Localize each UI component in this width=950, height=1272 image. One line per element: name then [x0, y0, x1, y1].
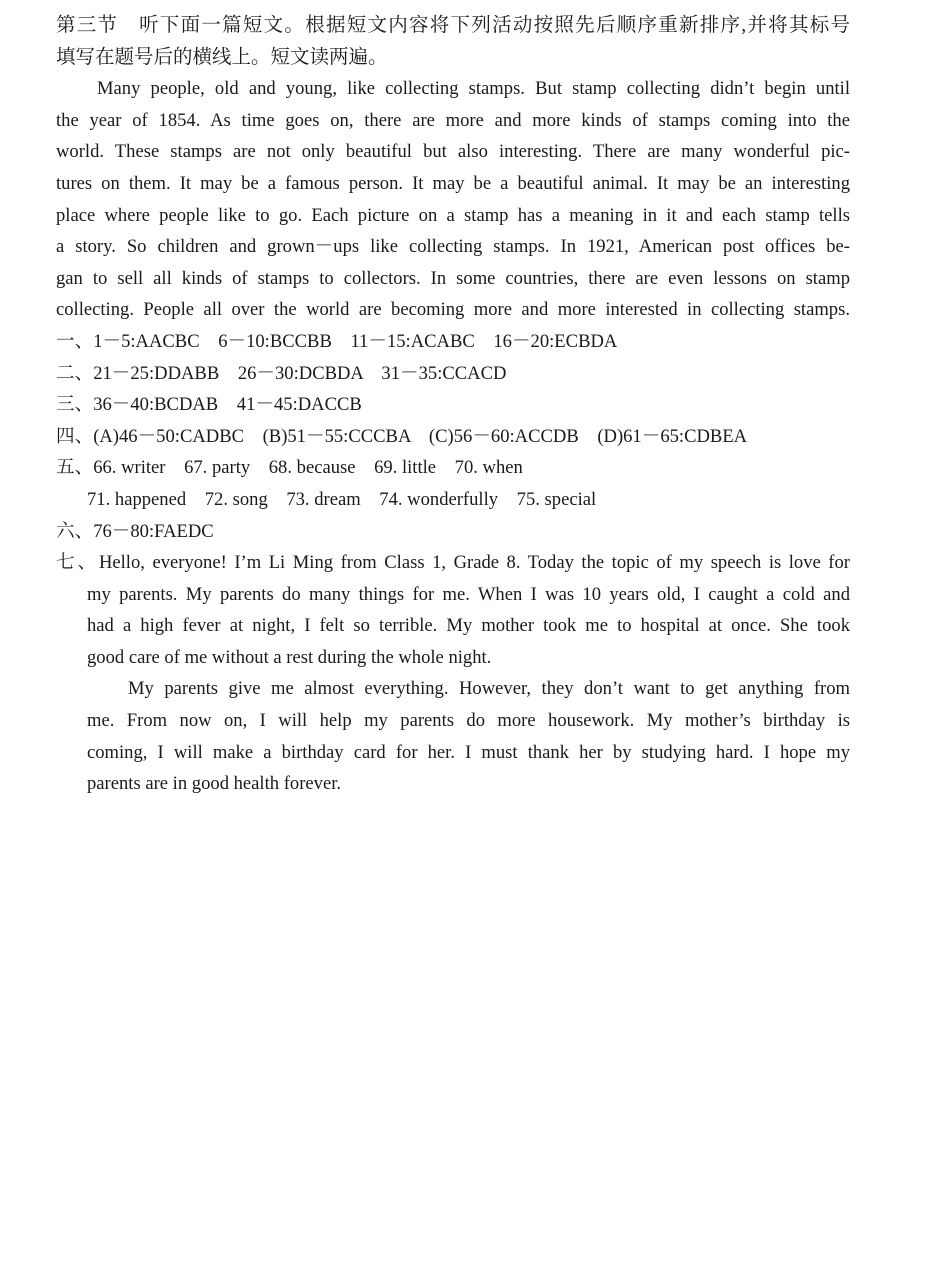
essay-line: coming, I will make a birthday card for her. I must thank her by studying hard. I hope my [87, 741, 850, 763]
essay-line: My parents give me almost everything. However, they don’t want to get anything from [128, 678, 850, 700]
passage-line: world. These stamps are not only beautiful but also interesting. There are many wonderful pic- [56, 141, 850, 163]
answer-section-two: 二、21－25:DDABB 26－30:DCBDA 31－35:CCACD [56, 362, 507, 384]
answer-section-six: 六、76－80:FAEDC [56, 520, 214, 542]
answer-section-three: 三、36－40:BCDAB 41－45:DACCB [56, 394, 362, 416]
section-intro-line-1: 第三节 听下面一篇短文。根据短文内容将下列活动按照先后顺序重新排序,并将其标号 [56, 15, 850, 36]
essay-line: my parents. My parents do many things for me. When I was 10 years old, I caught a cold and [87, 583, 850, 605]
essay-line: good care of me without a rest during the whole night. [87, 646, 492, 668]
essay-line: me. From now on, I will help my parents do more housework. My mother’s birthday is [87, 710, 850, 732]
answer-section-five-continued: 71. happened 72. song 73. dream 74. wonderfully 75. special [87, 488, 597, 510]
essay-line: had a high fever at night, I felt so terrible. My mother took me to hospital at once. She took [87, 615, 850, 637]
essay-body [87, 579, 850, 800]
answer-list [56, 326, 850, 547]
passage-line: gan to sell all kinds of stamps to collectors. In some countries, there are even lessons on stamp [56, 267, 850, 289]
writing-sample [56, 547, 850, 800]
passage-line: collecting. People all over the world are becoming more and more interested in collecting stamps. [56, 299, 850, 321]
passage-line: a story. So children and grown－ups like collecting stamps. In 1921, American post offices be- [56, 236, 850, 258]
passage-line: tures on them. It may be a famous person. It may be a beautiful animal. It may be an interesting [56, 172, 850, 194]
answer-section-one: 一、1－5:AACBC 6－10:BCCBB 11－15:ACABC 16－20:ECBDA [56, 330, 618, 352]
listening-passage [56, 73, 850, 326]
answer-section-four: 四、(A)46－50:CADBC (B)51－55:CCCBA (C)56－60:ACCDB (D)61－65:CDBEA [56, 425, 748, 447]
essay-line: parents are in good health forever. [87, 773, 342, 795]
passage-line: place where people like to go. Each picture on a stamp has a meaning in it and each stamp tells [56, 204, 850, 226]
answer-key-page [56, 10, 850, 800]
section-intro-line-2: 填写在题号后的横线上。短文读两遍。 [56, 46, 388, 68]
passage-line: Many people, old and young, like collecting stamps. But stamp collecting didn’t begin until [97, 78, 850, 100]
answer-section-five: 五、66. writer 67. party 68. because 69. little 70. when [56, 457, 523, 479]
passage-line: the year of 1854. As time goes on, there are more and more kinds of stamps coming into the [56, 109, 850, 131]
essay-line: 七、Hello, everyone! I’m Li Ming from Class 1, Grade 8. Today the topic of my speech is love for [56, 552, 850, 574]
